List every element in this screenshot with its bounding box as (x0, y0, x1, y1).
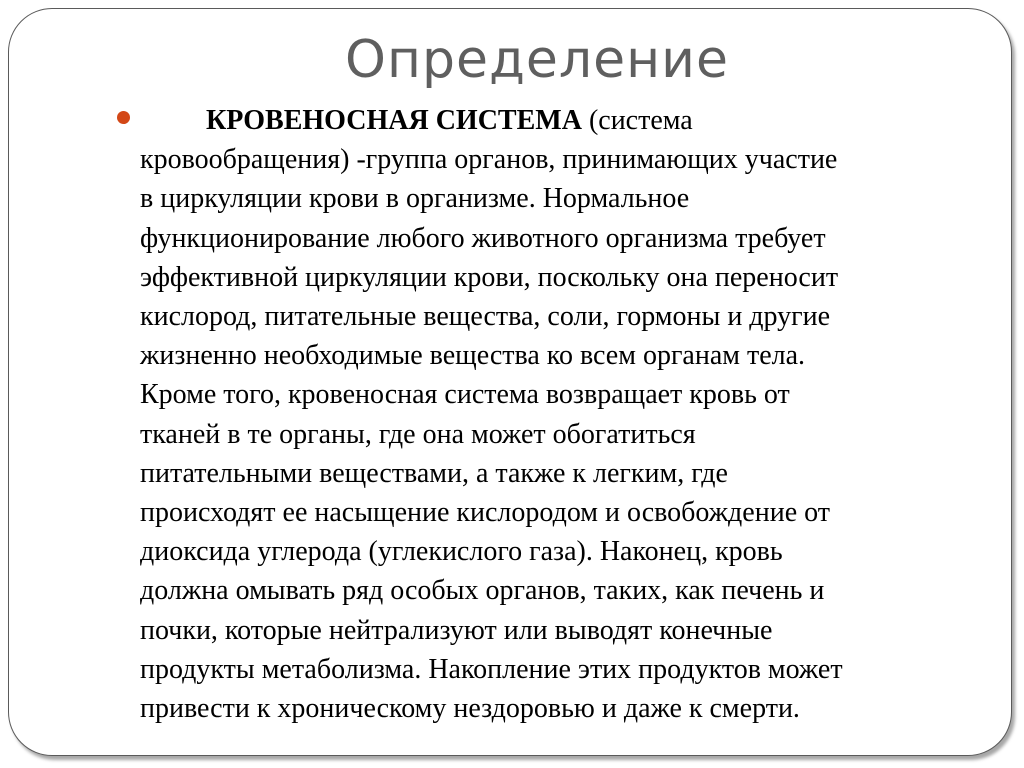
definition-line: жизненно необходимые вещества ко всем органам тела. (140, 340, 806, 372)
definition-first-line (140, 101, 990, 140)
definition-line: функционирование любого животного организма требует (140, 222, 826, 254)
definition-line: кровообращения) -группа органов, принимающих участие (140, 144, 838, 176)
definition-line: эффективной циркуляции крови, поскольку она переносит (140, 261, 839, 293)
definition-text: (система (581, 105, 693, 136)
bullet-dot-icon (117, 111, 130, 124)
definition-line: Кроме того, кровеносная система возвращает кровь от (140, 379, 790, 411)
definition-line: привести к хроническому нездоровью и даже к смерти. (140, 693, 800, 725)
definition-line: кислород, питательные вещества, соли, гормоны и другие (140, 301, 831, 333)
definition-line: почки, которые нейтрализуют или выводят конечные (140, 614, 773, 646)
definition-line: тканей в те органы, где она может обогатиться (140, 418, 696, 450)
defined-term: КРОВЕНОСНАЯ СИСТЕМА (206, 105, 582, 136)
definition-line: должна омывать ряд особых органов, таких, как печень и (140, 575, 825, 607)
definition-line: диоксида углерода (углекислого газа). Наконец, кровь (140, 536, 783, 568)
definition-line: продукты метаболизма. Накопление этих продуктов может (140, 653, 843, 685)
slide-title: Определение (345, 30, 729, 90)
definition-line: происходят ее насыщение кислородом и освобождение от (140, 497, 830, 529)
definition-line: в циркуляции крови в организме. Нормальное (140, 183, 690, 215)
definition-paragraph (140, 101, 990, 728)
definition-line: питательными веществами, а также к легким, где (140, 457, 728, 489)
